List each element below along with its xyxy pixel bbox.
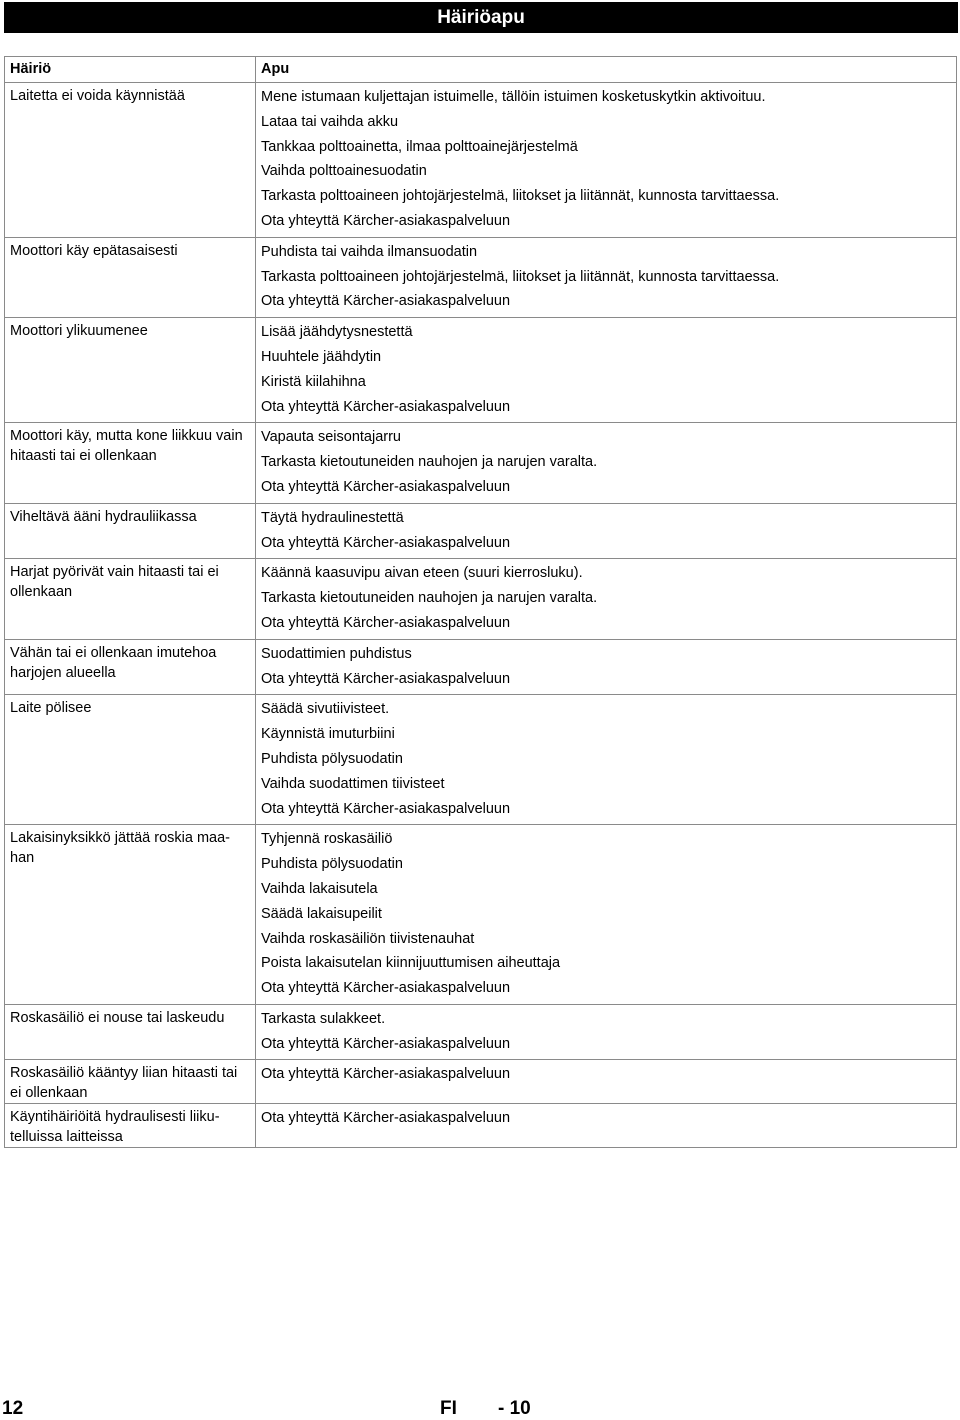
remedy-step: Vaihda lakaisutela bbox=[261, 880, 378, 897]
fault-text: Roskasäiliö ei nouse tai laskeudu bbox=[10, 1009, 225, 1026]
remedy-cell bbox=[256, 237, 957, 317]
fault-text: Laite pölisee bbox=[10, 700, 92, 717]
remedy-cell bbox=[256, 423, 957, 503]
fault-text: Vähän tai ei ollenkaan imutehoa harjojen alueella bbox=[10, 644, 217, 681]
fault-cell bbox=[5, 695, 256, 825]
remedy-step: Tyhjennä roskasäiliö bbox=[261, 831, 393, 848]
remedy-step: Lataa tai vaihda akku bbox=[261, 113, 399, 130]
remedy-cell bbox=[256, 1060, 957, 1104]
remedy-step: Poista lakaisutelan kiinnijuuttumisen aiheuttaja bbox=[261, 955, 561, 972]
fault-cell bbox=[5, 83, 256, 238]
remedy-step: Tankkaa polttoainetta, ilmaa polttoainejärjestelmä bbox=[261, 138, 578, 155]
fault-text: Moottori käy, mutta kone liikkuu vain hitaasti tai ei ollenkaan bbox=[10, 428, 243, 465]
remedy-step: Tarkasta kietoutuneiden nauhojen ja narujen varalta. bbox=[261, 454, 598, 471]
fault-cell bbox=[5, 503, 256, 559]
remedy-step: Ota yhteyttä Kärcher-asiakaspalveluun bbox=[261, 1066, 511, 1083]
fault-cell bbox=[5, 559, 256, 639]
remedy-step: Ota yhteyttä Kärcher-asiakaspalveluun bbox=[261, 614, 511, 631]
fault-text: Moottori käy epätasaisesti bbox=[10, 242, 178, 259]
section-page-number: - 10 bbox=[498, 1398, 531, 1419]
remedy-step: Ota yhteyttä Kärcher-asiakaspalveluun bbox=[261, 534, 511, 551]
table-row bbox=[5, 237, 957, 317]
fault-text: Viheltävä ääni hydrauliikassa bbox=[10, 508, 197, 525]
remedy-step: Ota yhteyttä Kärcher-asiakaspalveluun bbox=[261, 478, 511, 495]
table-row bbox=[5, 83, 957, 238]
remedy-step: Säädä lakaisupeilit bbox=[261, 905, 382, 922]
fault-cell bbox=[5, 825, 256, 1005]
remedy-step: Ota yhteyttä Kärcher-asiakaspalveluun bbox=[261, 293, 511, 310]
table-row bbox=[5, 318, 957, 423]
remedy-step: Mene istumaan kuljettajan istuimelle, tällöin istuimen kosketuskytkin aktivoituu. bbox=[261, 89, 766, 105]
remedy-cell bbox=[256, 559, 957, 639]
language-code: FI bbox=[440, 1398, 457, 1419]
remedy-column-header: Apu bbox=[256, 57, 957, 83]
remedy-step: Ota yhteyttä Kärcher-asiakaspalveluun bbox=[261, 1110, 511, 1127]
fault-column-header: Häiriö bbox=[5, 57, 256, 83]
fault-cell bbox=[5, 423, 256, 503]
remedy-cell bbox=[256, 83, 957, 238]
fault-text: Roskasäiliö kääntyy liian hitaasti tai ei ollenkaan bbox=[10, 1065, 238, 1102]
fault-cell bbox=[5, 1060, 256, 1104]
table-row bbox=[5, 503, 957, 559]
table-body bbox=[5, 83, 957, 1148]
fault-text: Moottori ylikuumenee bbox=[10, 323, 148, 340]
remedy-step: Vaihda suodattimen tiivisteet bbox=[261, 775, 445, 792]
page-title-bar bbox=[4, 2, 958, 33]
remedy-step: Tarkasta polttoaineen johtojärjestelmä, liitokset ja liitännät, kunnosta tarvittaessa. bbox=[261, 268, 780, 285]
remedy-step: Ota yhteyttä Kärcher-asiakaspalveluun bbox=[261, 212, 511, 229]
remedy-cell bbox=[256, 1004, 957, 1060]
fault-cell bbox=[5, 318, 256, 423]
fault-cell bbox=[5, 1104, 256, 1148]
fault-cell bbox=[5, 237, 256, 317]
table-row bbox=[5, 639, 957, 695]
table-row bbox=[5, 559, 957, 639]
fault-cell bbox=[5, 639, 256, 695]
table-row bbox=[5, 825, 957, 1005]
table-row bbox=[5, 1060, 957, 1104]
remedy-cell bbox=[256, 695, 957, 825]
remedy-step: Tarkasta kietoutuneiden nauhojen ja narujen varalta. bbox=[261, 590, 598, 607]
remedy-step: Puhdista pölysuodatin bbox=[261, 856, 403, 873]
table-row bbox=[5, 1104, 957, 1148]
remedy-cell bbox=[256, 503, 957, 559]
fault-text: Lakaisinyksikkö jättää roskia maa- han bbox=[10, 830, 231, 867]
table-header-row bbox=[5, 57, 957, 83]
remedy-step: Ota yhteyttä Kärcher-asiakaspalveluun bbox=[261, 398, 511, 415]
remedy-step: Ota yhteyttä Kärcher-asiakaspalveluun bbox=[261, 1035, 511, 1052]
remedy-step: Tarkasta polttoaineen johtojärjestelmä, liitokset ja liitännät, kunnosta tarvittaessa. bbox=[261, 188, 780, 205]
remedy-step: Tarkasta sulakkeet. bbox=[261, 1010, 386, 1027]
remedy-step: Käännä kaasuvipu aivan eteen (suuri kierrosluku). bbox=[261, 565, 583, 582]
remedy-step: Vaihda polttoainesuodatin bbox=[261, 163, 427, 180]
remedy-step: Lisää jäähdytysnestettä bbox=[261, 324, 413, 341]
remedy-cell bbox=[256, 639, 957, 695]
remedy-step: Kiristä kiilahihna bbox=[261, 373, 366, 390]
remedy-cell bbox=[256, 1104, 957, 1148]
remedy-step: Täytä hydraulinestettä bbox=[261, 509, 404, 526]
remedy-step: Puhdista pölysuodatin bbox=[261, 750, 403, 767]
page-number: 12 bbox=[2, 1398, 24, 1419]
remedy-step: Puhdista tai vaihda ilmansuodatin bbox=[261, 243, 478, 260]
table-row bbox=[5, 423, 957, 503]
remedy-step: Vaihda roskasäiliön tiivistenauhat bbox=[261, 930, 475, 947]
fault-cell bbox=[5, 1004, 256, 1060]
remedy-step: Suodattimien puhdistus bbox=[261, 645, 412, 662]
page-title: Häiriöapu bbox=[437, 6, 525, 28]
remedy-step: Käynnistä imuturbiini bbox=[261, 726, 395, 743]
fault-text: Käyntihäiriöitä hydraulisesti liiku- telluissa laitteissa bbox=[10, 1109, 220, 1146]
remedy-step: Ota yhteyttä Kärcher-asiakaspalveluun bbox=[261, 670, 511, 687]
remedy-step: Ota yhteyttä Kärcher-asiakaspalveluun bbox=[261, 800, 511, 817]
table-row bbox=[5, 1004, 957, 1060]
troubleshooting-table bbox=[4, 56, 957, 1148]
remedy-step: Säädä sivutiivisteet. bbox=[261, 701, 390, 718]
table-row bbox=[5, 695, 957, 825]
remedy-cell bbox=[256, 318, 957, 423]
fault-text: Harjat pyörivät vain hitaasti tai ei ollenkaan bbox=[10, 564, 219, 601]
remedy-step: Vapauta seisontajarru bbox=[261, 429, 401, 446]
remedy-step: Huuhtele jäähdytin bbox=[261, 348, 382, 365]
remedy-cell bbox=[256, 825, 957, 1005]
remedy-step: Ota yhteyttä Kärcher-asiakaspalveluun bbox=[261, 980, 511, 997]
fault-text: Laitetta ei voida käynnistää bbox=[10, 88, 185, 104]
